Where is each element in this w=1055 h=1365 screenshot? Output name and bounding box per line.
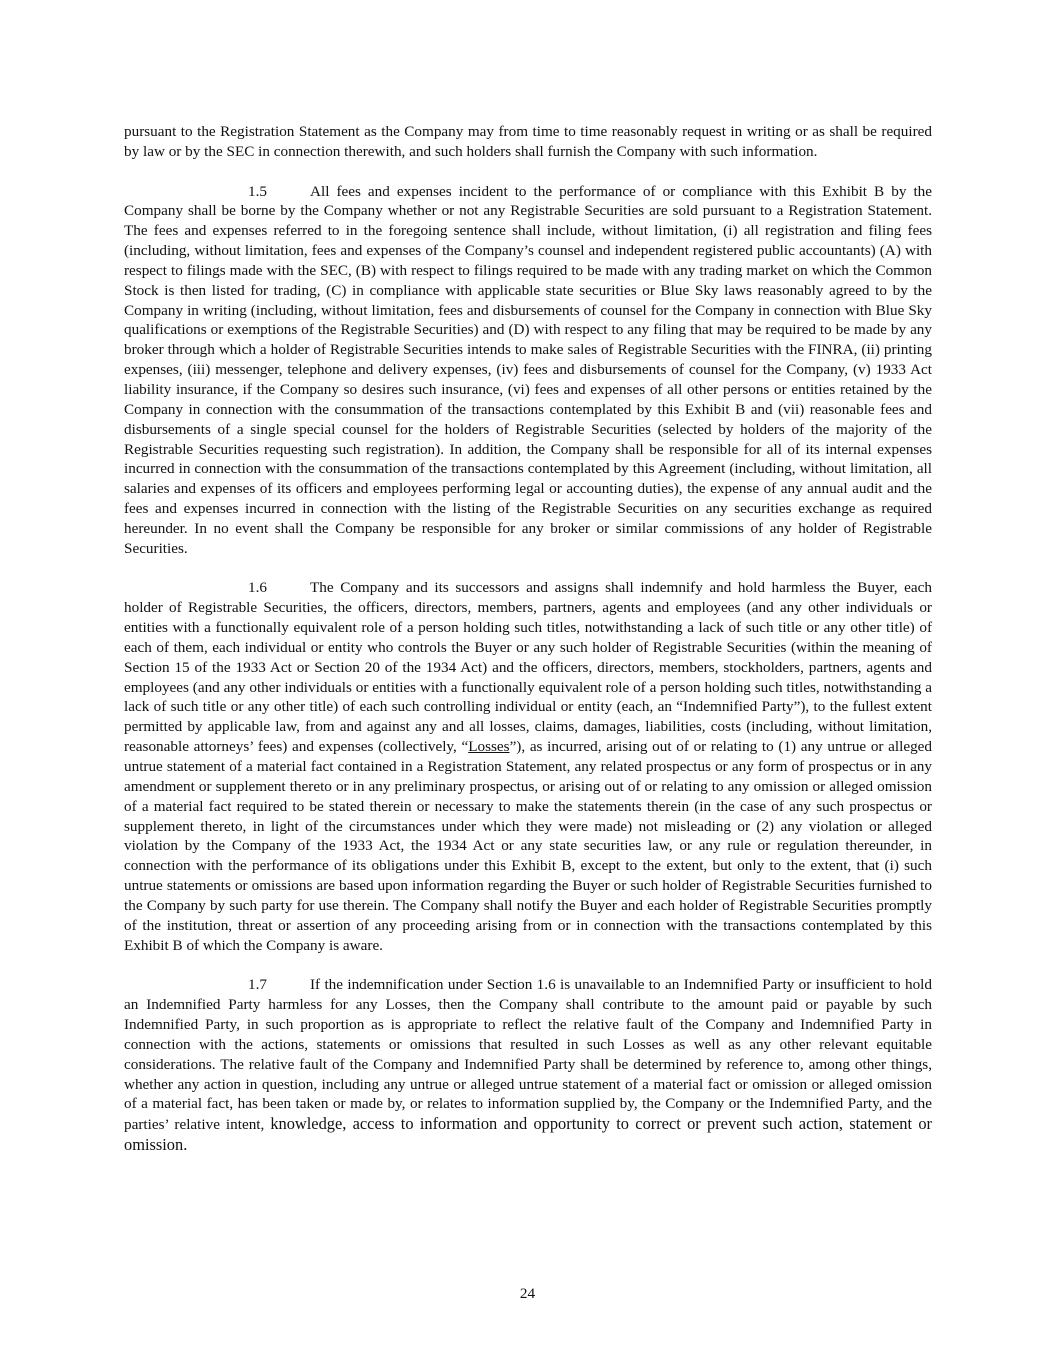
paragraph-text: If the indemnification under Section 1.6 is unavailable to an Indemnified Party or insufficient to hold an Indemnified Party harmless for any Losses, then the Company shall contribute to the amount paid or payable by such Indemnified Party, in such proportion as is appropriate to reflect the relative fault of the Company and Indemnified Party in connection with the actions, statements or omissions that resulted in such Losses as well as any other relevant equitable considerations. The relative fault of the Company and Indemnified Party shall be determined by reference to, among other things, whether any action in question, including any untrue or alleged untrue statement of a material fact or omission or alleged omission of a material fact, has been taken or made by, or relates to information supplied by, the Company or the Indemnified Party, and the parties’ relative intent,: [124, 976, 932, 1134]
page-number: 24: [519, 1285, 536, 1302]
section-1-5: [124, 182, 932, 559]
section-number: 1.6: [248, 579, 267, 597]
section-number: 1.5: [248, 182, 267, 200]
paragraph-text: pursuant to the Registration Statement as the Company may from time to time reasonably request in writing or as shall be required by law or by the SEC in connection therewith, and such holders shall furnish the Company with such information.: [124, 123, 932, 160]
document-page: [124, 122, 932, 1156]
paragraph-continuation: [124, 122, 932, 162]
paragraph-text: ”), as incurred, arising out of or relating to (1) any untrue or alleged untrue statement of a material fact contained in a Registration Statement, any related prospectus or any form of prospectus or in any amendment or supplement thereto or in any preliminary prospectus, or arising out of or relating to any omission or alleged omission of a material fact required to be stated therein or necessary to make the statements therein (in the case of any such prospectus or supplement thereto, in light of the circumstances under which they were made) not misleading or (2) any violation or alleged violation by the Company of the 1933 Act, the 1934 Act or any state securities law, or any rule or regulation thereunder, in connection with the performance of its obligations under this Exhibit B, except to the extent, but only to the extent, that (i) such untrue statements or omissions are based upon information regarding the Buyer or such holder of Registrable Securities furnished to the Company by such party for use therein. The Company shall notify the Buyer and each holder of Registrable Securities promptly of the institution, threat or assertion of any proceeding arising from or in connection with the transactions contemplated by this Exhibit B of which the Company is aware.: [124, 738, 932, 954]
section-1-7: [124, 975, 932, 1156]
section-1-6: [124, 578, 932, 955]
paragraph-text: All fees and expenses incident to the performance of or compliance with this Exhibit B by the Company shall be borne by the Company whether or not any Registrable Securities are sold pursuant to a Registration Statement. The fees and expenses referred to in the foregoing sentence shall include, without limitation, (i) all registration and filing fees (including, without limitation, fees and expenses of the Company’s counsel and independent registered public accountants) (A) with respect to filings made with the SEC, (B) with respect to filings required to be made with any trading market on which the Common Stock is then listed for trading, (C) in compliance with applicable state securities or Blue Sky laws reasonably agreed to by the Company in writing (including, without limitation, fees and disbursements of counsel for the Company in connection with Blue Sky qualifications or exemptions of the Registrable Securities) and (D) with respect to any filing that may be required to be made by any broker through which a holder of Registrable Securities intends to make sales of Registrable Securities with the FINRA, (ii) printing expenses, (iii) messenger, telephone and delivery expenses, (iv) fees and disbursements of counsel for the Company, (v) 1933 Act liability insurance, if the Company so desires such insurance, (vi) fees and expenses of all other persons or entities retained by the Company in connection with the consummation of the transactions contemplated by this Exhibit B and (vii) reasonable fees and disbursements of a single special counsel for the holders of Registrable Securities (selected by holders of the majority of the Registrable Securities requesting such registration). In addition, the Company shall be responsible for all of its internal expenses incurred in connection with the consummation of the transactions contemplated by this Agreement (including, without limitation, all salaries and expenses of its officers and employees performing legal or accounting duties), the expense of any annual audit and the fees and expenses incurred in connection with the listing of the Registrable Securities on any securities exchange as required hereunder. In no event shall the Company be responsible for any broker or similar commissions of any holder of Registrable Securities.: [124, 182, 932, 557]
defined-term-losses: Losses: [468, 738, 510, 756]
section-number: 1.7: [248, 976, 267, 994]
paragraph-text: The Company and its successors and assigns shall indemnify and hold harmless the Buyer, each holder of Registrable Securities, the officers, directors, members, partners, agents and employees (and any other individuals or entities with a functionally equivalent role of a person holding such titles, notwithstanding a lack of such title or any other title) of each of them, each individual or entity who controls the Buyer or any such holder of Registrable Securities (within the meaning of Section 15 of the 1933 Act or Section 20 of the 1934 Act) and the officers, directors, members, stockholders, partners, agents and employees (and any other individuals or entities with a functionally equivalent role of a person holding such titles, notwithstanding a lack of such title or any other title) of each such controlling individual or entity (each, an “Indemnified Party”), to the fullest extent permitted by applicable law, from and against any and all losses, claims, damages, liabilities, costs (including, without limitation, reasonable attorneys’ fees) and expenses (collectively, “: [124, 579, 932, 756]
paragraph-text-large: knowledge, access to information and opportunity to correct or prevent such action, statement or omission.: [124, 1114, 933, 1155]
